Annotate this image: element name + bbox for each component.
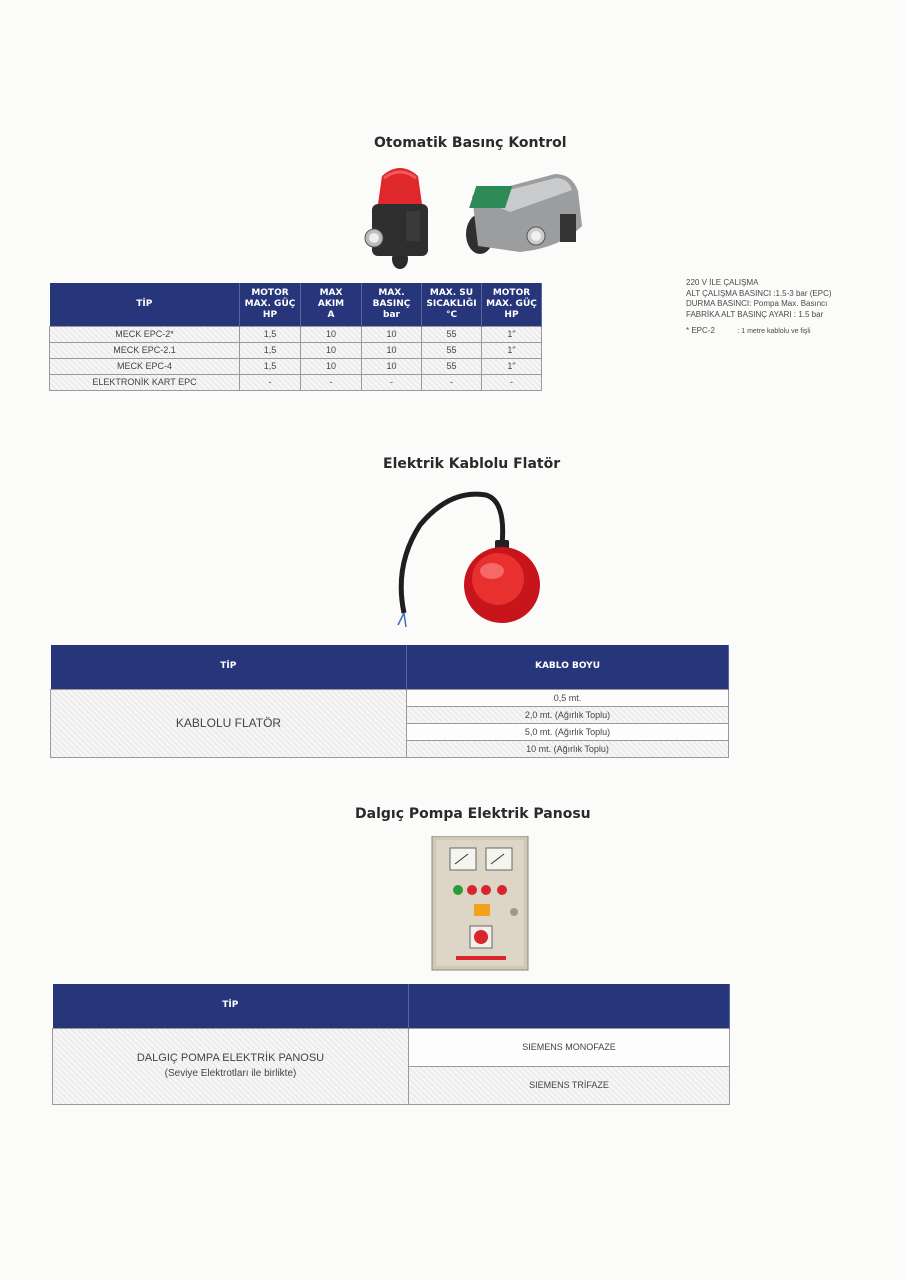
section-title-pano: Dalgıç Pompa Elektrik Panosu — [355, 806, 591, 822]
pressure-control-table — [49, 283, 542, 391]
table-cell: - — [422, 374, 482, 390]
header-cell: MOTOR MAX. GÜÇ HP — [240, 283, 301, 326]
table-cell: ELEKTRONİK KART EPC — [50, 374, 240, 390]
table-cell: 55 — [422, 342, 482, 358]
panel-type-line: DALGIÇ POMPA ELEKTRİK PANOSU — [136, 1052, 325, 1064]
pressure-control-notes — [686, 278, 891, 338]
table-cell: 10 — [301, 342, 362, 358]
header-cell: MAX. SU SICAKLIĞI °C — [422, 283, 482, 326]
header-cell: TİP — [50, 283, 240, 326]
table-row — [50, 358, 542, 374]
cable-length-cell: 10 mt. (Ağırlık Toplu) — [407, 740, 729, 757]
table-cell: 10 — [362, 358, 422, 374]
table-row — [50, 374, 542, 390]
note-line: FABRİKA ALT BASINÇ AYARI : 1.5 bar — [686, 309, 824, 319]
note-line: 220 V İLE ÇALIŞMA — [686, 278, 759, 287]
table-cell: - — [362, 374, 422, 390]
panel-option-cell: SIEMENS TRİFAZE — [409, 1066, 730, 1104]
table-cell: 1" — [482, 342, 542, 358]
note-line: DURMA BASINCI: Pompa Max. Basıncı — [686, 299, 828, 308]
table-cell: - — [240, 374, 301, 390]
panel-option-cell: SIEMENS MONOFAZE — [409, 1028, 730, 1066]
cable-length-cell: 0,5 mt. — [407, 689, 729, 706]
header-cell: MAX. BASINÇ bar — [362, 283, 422, 326]
table-cell: - — [301, 374, 362, 390]
panel-type-cell — [53, 1028, 409, 1104]
table-row — [51, 689, 729, 706]
table-cell: MECK EPC-4 — [50, 358, 240, 374]
header-cell: MAX AKIM A — [301, 283, 362, 326]
panel-type-subline: (Seviye Elektrotları ile birlikte) — [164, 1068, 297, 1079]
table-cell: - — [482, 374, 542, 390]
header-cell: MOTOR MAX. GÜÇ HP — [482, 283, 542, 326]
electric-panel-image — [430, 836, 530, 971]
cable-length-cell: 2,0 mt. (Ağırlık Toplu) — [407, 706, 729, 723]
table-cell: 10 — [362, 326, 422, 342]
section-title-basinc: Otomatik Basınç Kontrol — [374, 135, 567, 151]
float-switch-table — [50, 645, 729, 758]
table-cell: MECK EPC-2.1 — [50, 342, 240, 358]
footnote-key: * EPC-2 — [686, 326, 715, 335]
table-cell: 10 — [301, 326, 362, 342]
float-type-cell: KABLOLU FLATÖR — [51, 689, 407, 757]
footnote-value: : 1 metre kablolu ve fişli — [737, 328, 811, 335]
footnote — [686, 326, 891, 338]
table-row — [50, 342, 542, 358]
table-cell: 10 — [362, 342, 422, 358]
table-cell: 55 — [422, 326, 482, 342]
note-line: ALT ÇALIŞMA BASINCI :1.5-3 bar (EPC) — [686, 288, 832, 298]
pressure-control-image — [360, 156, 585, 274]
table-cell: 1,5 — [240, 358, 301, 374]
header-cell — [409, 984, 730, 1028]
float-switch-image — [390, 485, 550, 630]
table-cell: 10 — [301, 358, 362, 374]
cable-length-cell: 5,0 mt. (Ağırlık Toplu) — [407, 723, 729, 740]
table-row — [53, 1028, 730, 1066]
table-cell: 1,5 — [240, 326, 301, 342]
section-title-flator: Elektrik Kablolu Flatör — [383, 456, 561, 472]
table-cell: 1,5 — [240, 342, 301, 358]
header-cell: KABLO BOYU — [407, 645, 729, 689]
table-row — [50, 326, 542, 342]
electric-panel-table — [52, 984, 730, 1105]
header-cell: TİP — [51, 645, 407, 689]
header-cell: TİP — [53, 984, 409, 1028]
table-cell: 1" — [482, 326, 542, 342]
table-cell: 55 — [422, 358, 482, 374]
table-cell: 1" — [482, 358, 542, 374]
table-cell: MECK EPC-2* — [50, 326, 240, 342]
